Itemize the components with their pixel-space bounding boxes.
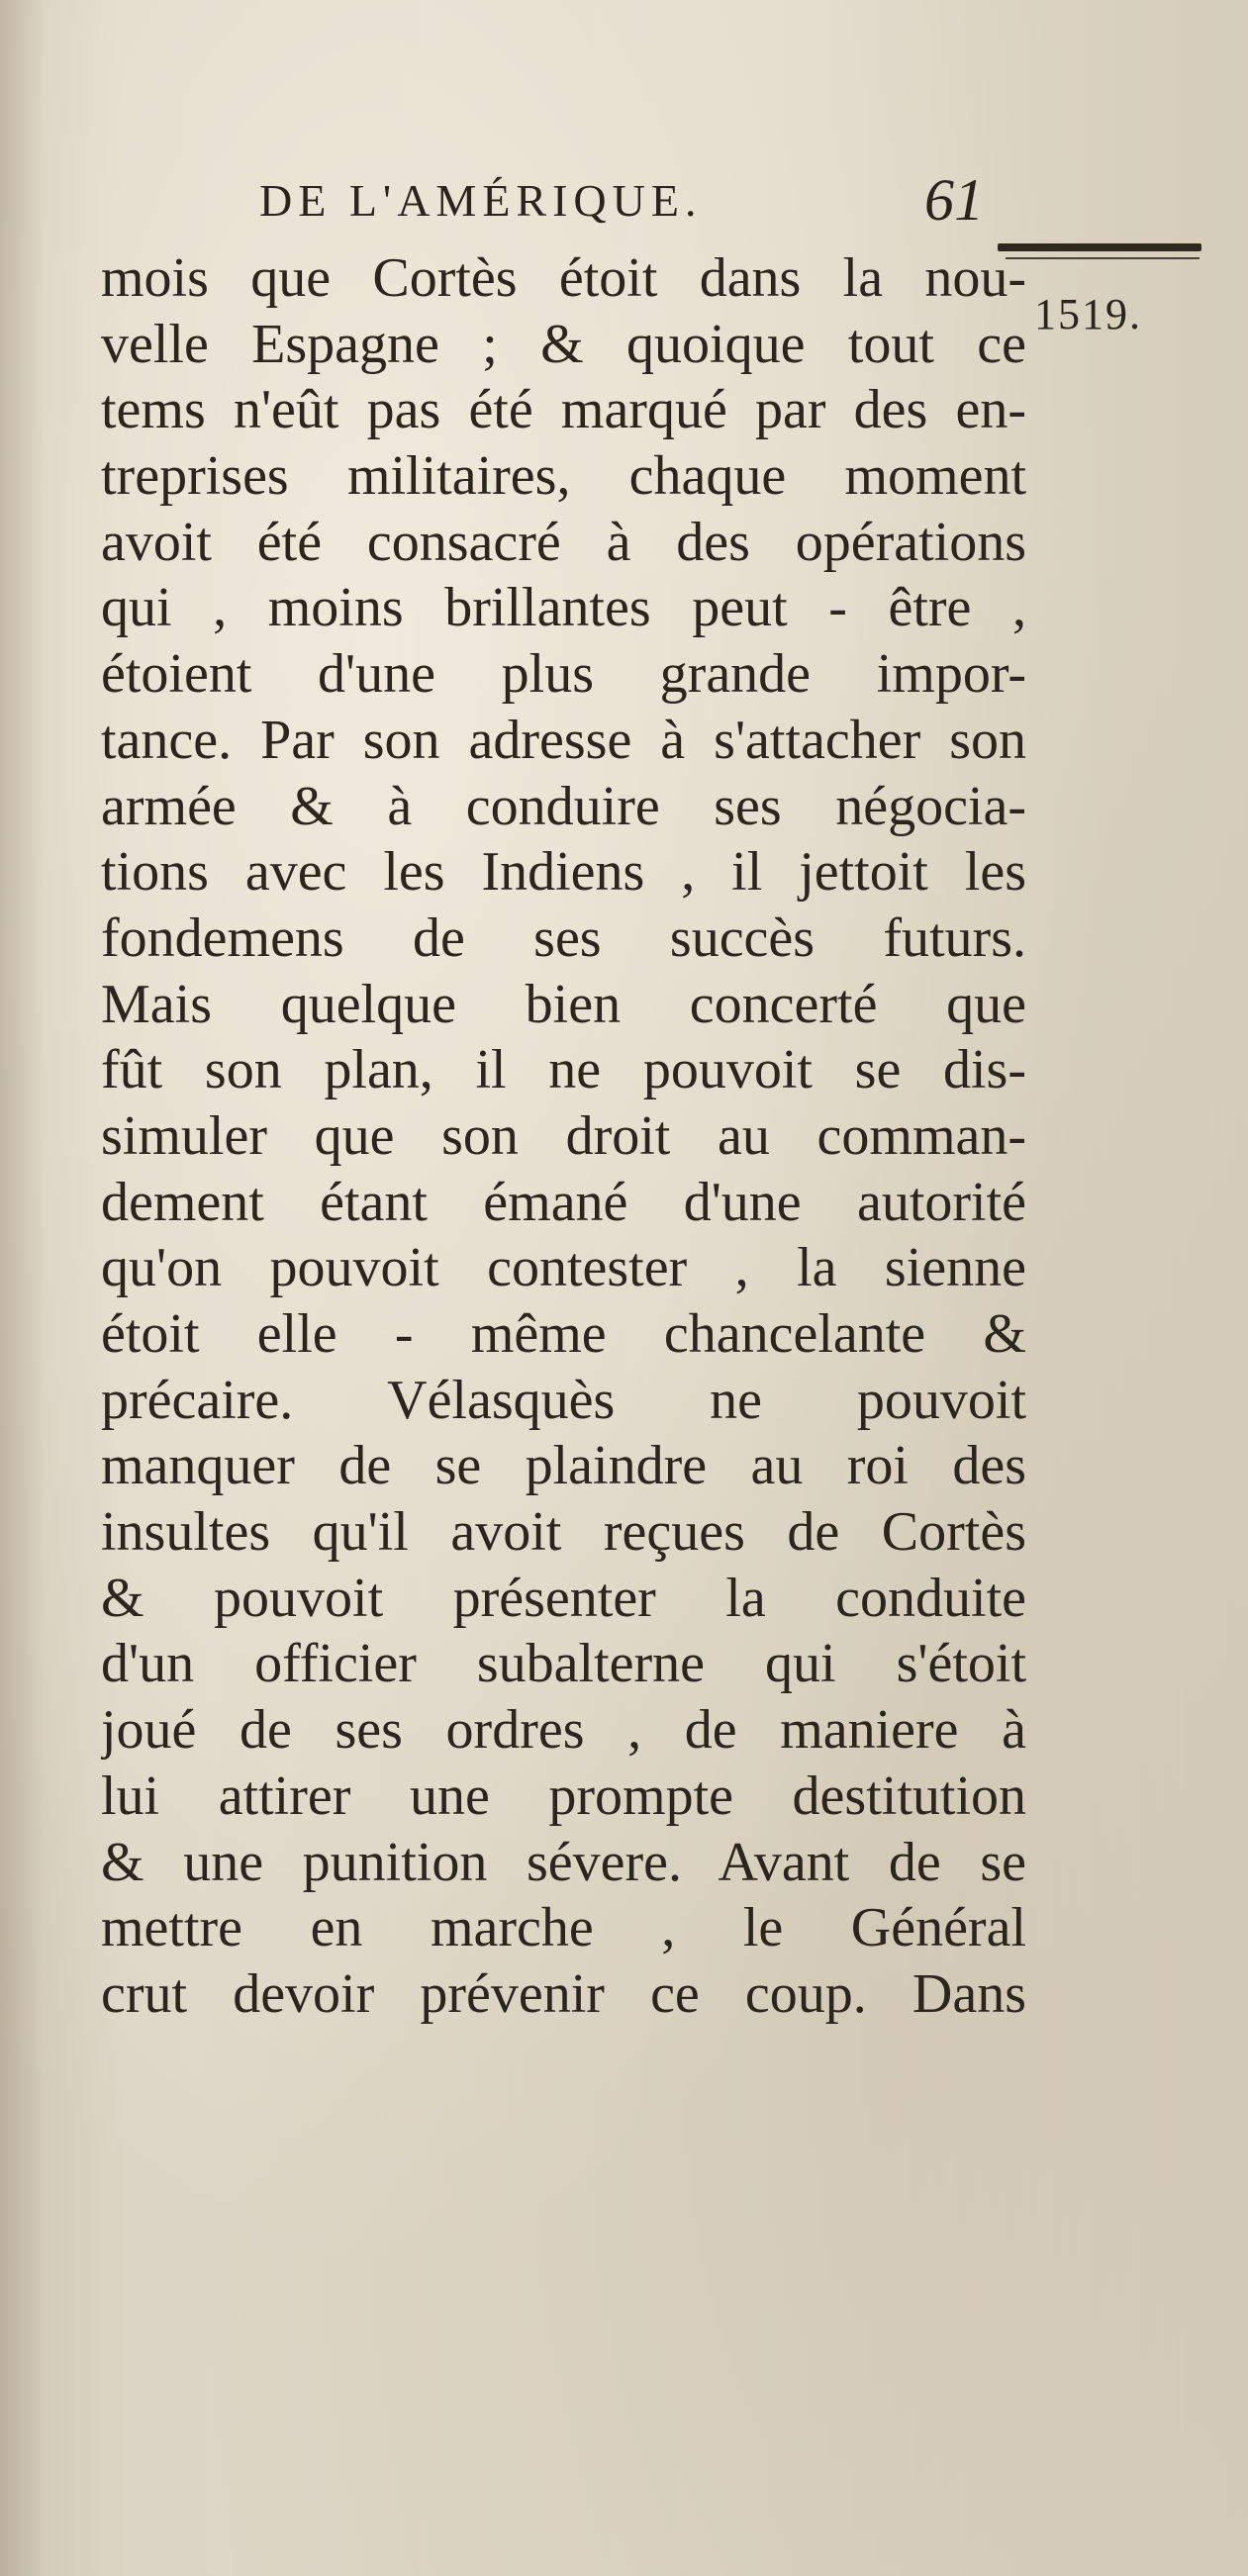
text-line: & une punition sévere. Avant de se bbox=[101, 1831, 1026, 1893]
text-line: fondemens de ses succès futurs. bbox=[101, 906, 1026, 969]
text-line: & pouvoit présenter la conduite bbox=[101, 1567, 1026, 1629]
text-line: manquer de se plaindre au roi des bbox=[101, 1435, 1026, 1497]
text-line: lui attirer une prompte destitution bbox=[101, 1765, 1026, 1827]
body-text bbox=[101, 245, 1026, 2028]
text-line: crut devoir prévenir ce coup. Dans bbox=[101, 1962, 1026, 2025]
text-line: Mais quelque bien concerté que bbox=[101, 973, 1026, 1035]
text-line: velle Espagne ; & quoique tout ce bbox=[101, 313, 1026, 375]
text-line: joué de ses ordres , de maniere à bbox=[101, 1699, 1026, 1762]
text-line: fût son plan, il ne pouvoit se dis- bbox=[101, 1039, 1026, 1101]
text-line: tance. Par son adresse à s'attacher son bbox=[101, 709, 1026, 771]
text-line: tems n'eût pas été marqué par des en- bbox=[101, 379, 1026, 441]
text-line: armée & à conduire ses négocia- bbox=[101, 775, 1026, 837]
text-line: étoient d'une plus grande impor- bbox=[101, 643, 1026, 706]
page-number: 61 bbox=[924, 167, 984, 233]
text-line: mettre en marche , le Général bbox=[101, 1897, 1026, 1959]
running-title: DE L'AMÉRIQUE. bbox=[259, 175, 703, 226]
text-line: étoit elle - même chancelante & bbox=[101, 1303, 1026, 1365]
text-line: insultes qu'il avoit reçues de Cortès bbox=[101, 1501, 1026, 1564]
marginal-year-note: 1519. bbox=[1034, 290, 1142, 338]
header-rule bbox=[998, 243, 1201, 251]
text-line: treprises militaires, chaque moment bbox=[101, 445, 1026, 508]
text-line: dement étant émané d'une autorité bbox=[101, 1171, 1026, 1233]
page-header bbox=[259, 166, 1011, 236]
text-line: qu'on pouvoit contester , la sienne bbox=[101, 1237, 1026, 1299]
text-line: simuler que son droit au comman- bbox=[101, 1104, 1026, 1167]
text-line: qui , moins brillantes peut - être , bbox=[101, 577, 1026, 639]
text-line: tions avec les Indiens , il jettoit les bbox=[101, 841, 1026, 904]
text-line: mois que Cortès étoit dans la nou- bbox=[101, 247, 1026, 309]
text-line: d'un officier subalterne qui s'étoit bbox=[101, 1633, 1026, 1695]
header-rule-thin bbox=[1006, 257, 1200, 259]
text-line: avoit été consacré à des opérations bbox=[101, 511, 1026, 573]
text-line: précaire. Vélasquès ne pouvoit bbox=[101, 1369, 1026, 1431]
